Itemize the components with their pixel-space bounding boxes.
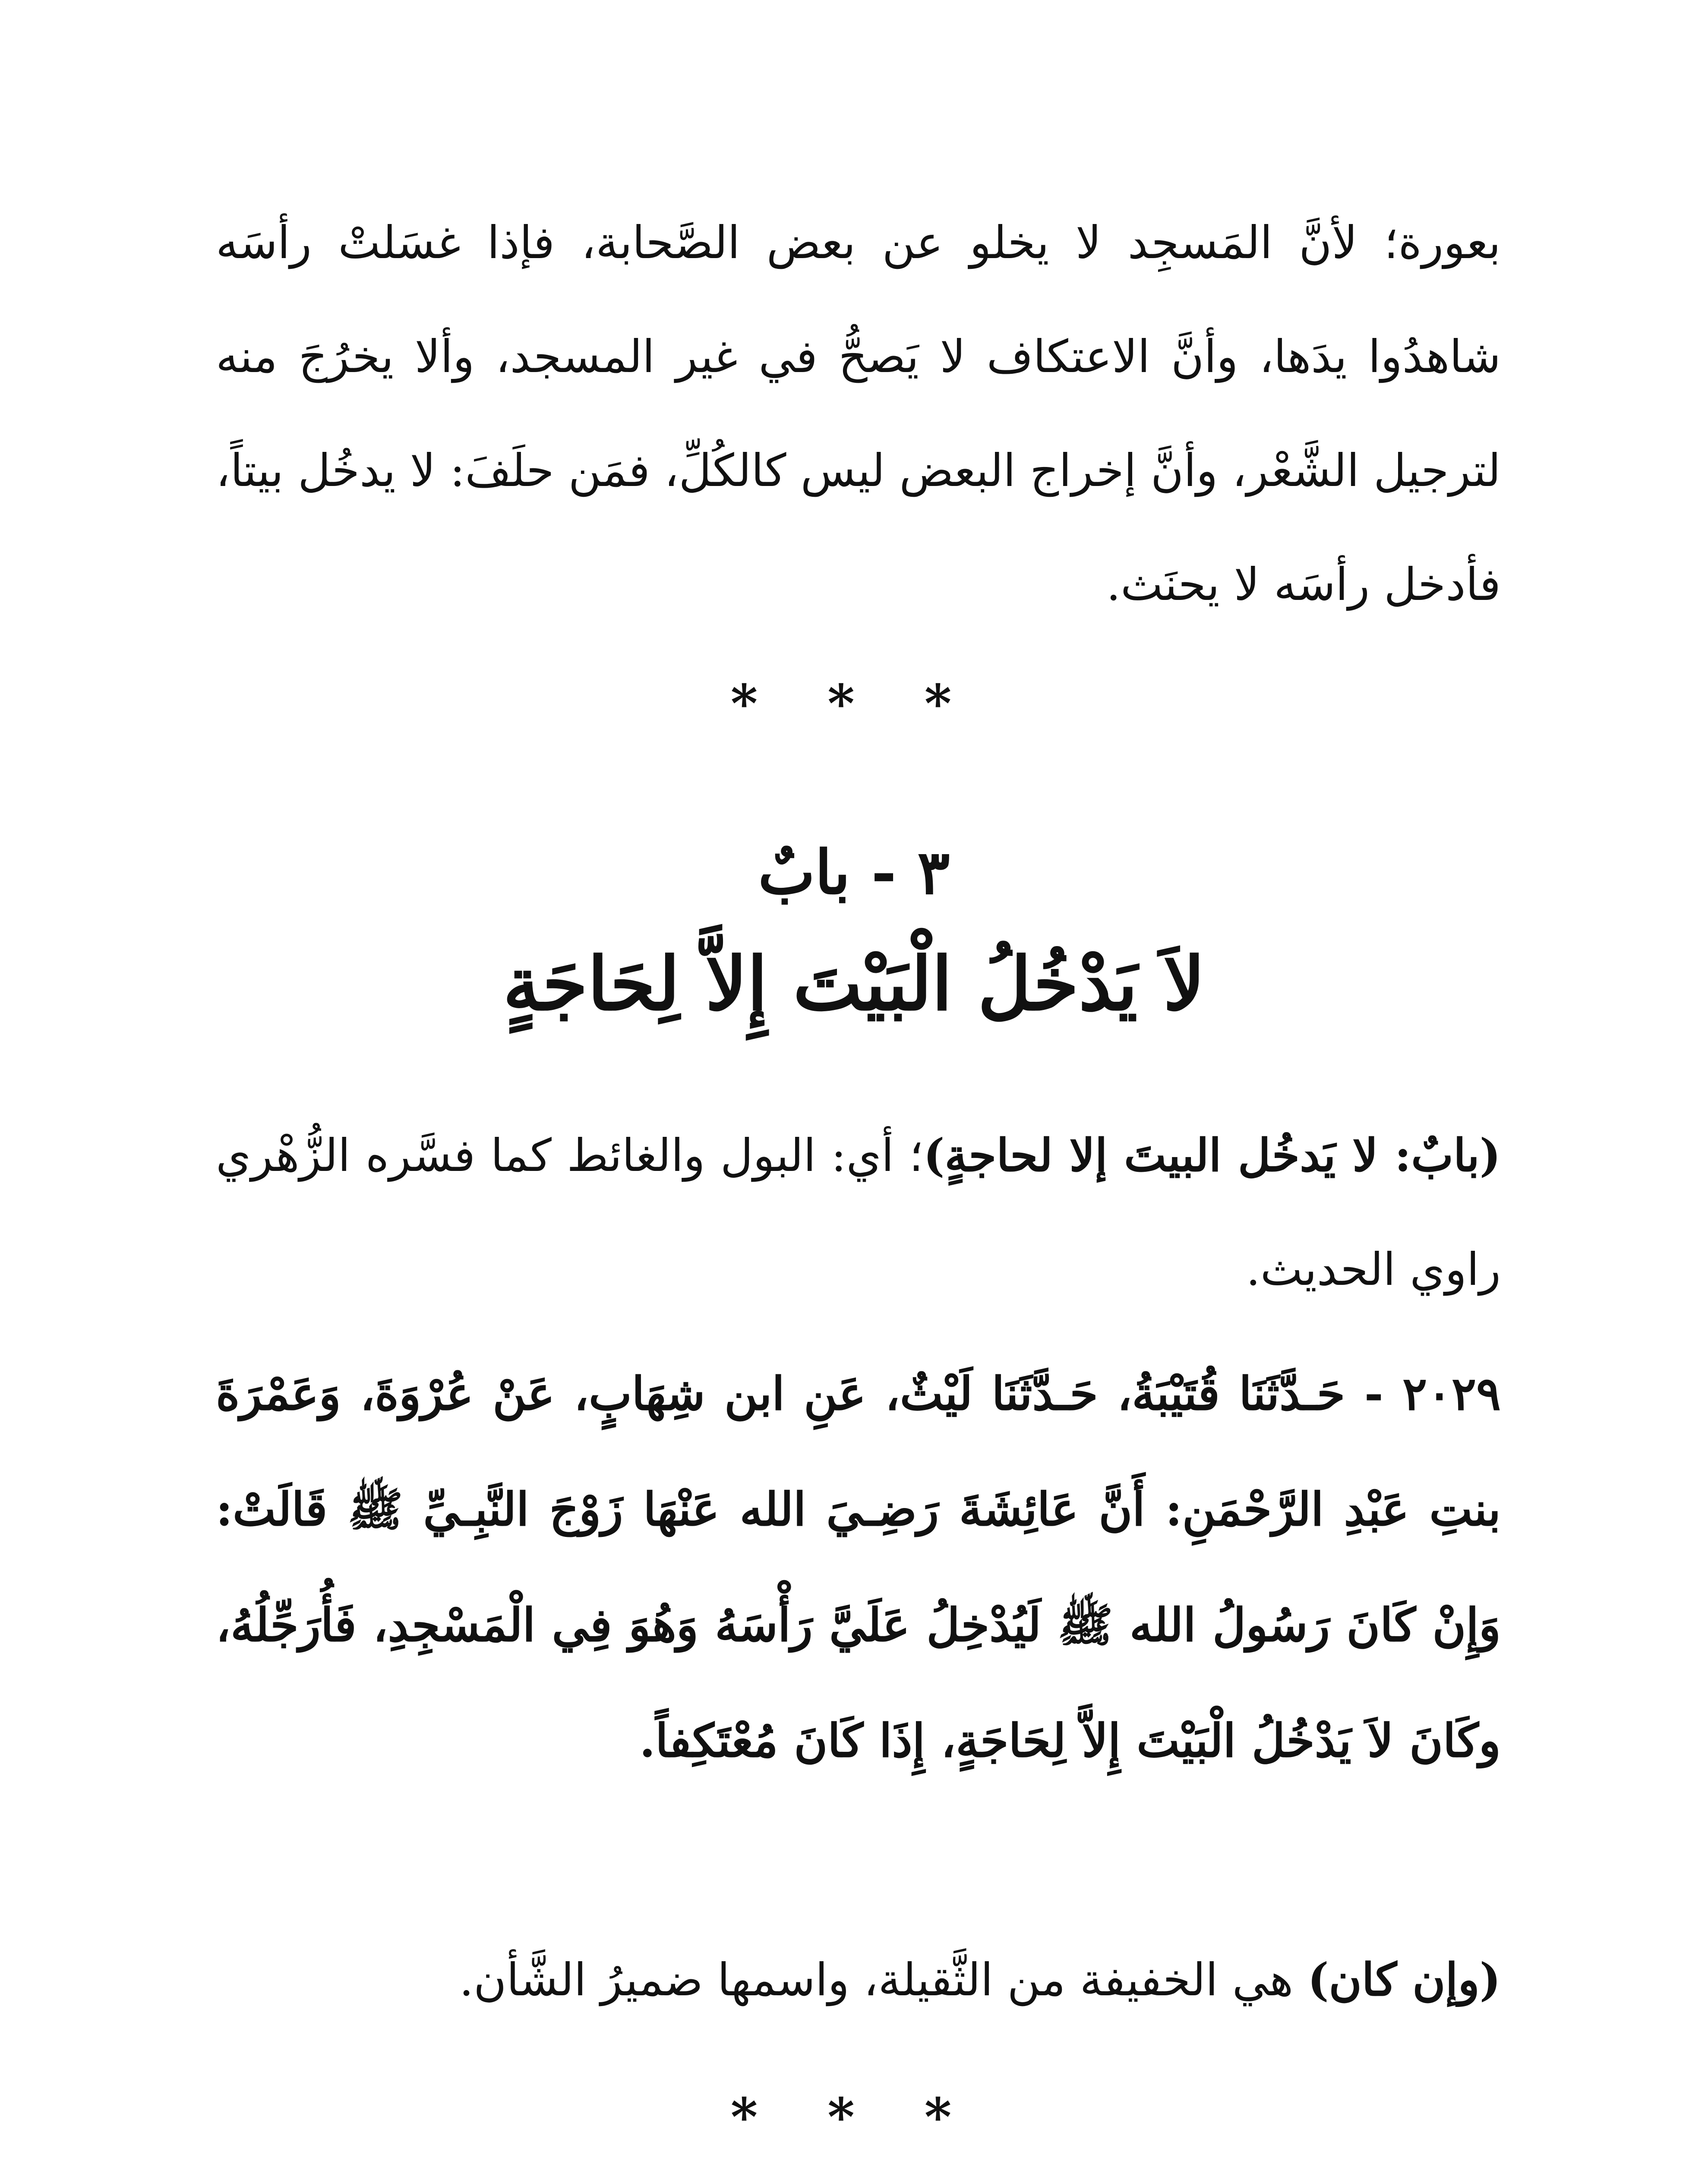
chapter-number: ٣ - بابٌ xyxy=(758,837,950,908)
section-separator: * * * xyxy=(730,673,978,734)
note-text: هي الخفيفة من الثَّقيلة، واسمها ضميرُ الشَّأن. xyxy=(459,1953,1308,2006)
commentary-quoted-heading: (بابٌ: لا يَدخُل البيتَ إلا لحاجةٍ) xyxy=(923,1129,1501,1182)
commentary-paragraph xyxy=(216,1098,1501,1326)
note-quoted-term: (وإن كان) xyxy=(1307,1953,1501,2006)
intro-paragraph: بعورة؛ لأنَّ المَسجِد لا يخلو عن بعض الصَّحابة، فإذا غسَلتْ رأسَه شاهدُوا يدَها، وأنَّ الاعتكاف لا يَصحُّ في غير المسجد، وألا يخرُجَ منه لترجيل الشَّعْر، وأنَّ إخراج البعض ليس كالكُلِّ، فمَن حلَفَ: لا يدخُل بيتاً، فأدخل رأسَه لا يحنَث. xyxy=(216,216,1501,611)
section-separator: * * * xyxy=(730,2087,978,2148)
commentary-text: ؛ أي: البول والغائط كما فسَّره الزُّهْري راوي الحديث. xyxy=(216,1129,1501,1296)
note-paragraph xyxy=(216,1923,1501,2037)
chapter-title: لاَ يَدْخُلُ الْبَيْتَ إِلاَّ لِحَاجَةٍ xyxy=(503,941,1205,1027)
hadith-paragraph: ٢٠٢٩ - حَـدَّثَنَا قُتَيْبَةُ، حَـدَّثَنَا لَيْثٌ، عَنِ ابن شِهَابٍ، عَنْ عُرْوَةَ، وَعَمْرَةَ بنتِ عَبْدِ الرَّحْمَنِ: أَنَّ عَائِشَةَ رَضِـيَ الله عَنْهَا زَوْجَ النَّبِـيِّ ﷺ قَالَتْ: وَإِنْ كَانَ رَسُولُ الله ﷺ لَيُدْخِلُ عَلَيَّ رَأْسَهُ وَهُوَ فِي الْمَسْجِدِ، فَأُرَجِّلُهُ، وكَانَ لاَ يَدْخُلُ الْبَيْتَ إِلاَّ لِحَاجَةٍ، إِذَا كَانَ مُعْتَكِفاً. xyxy=(216,1366,1501,1767)
